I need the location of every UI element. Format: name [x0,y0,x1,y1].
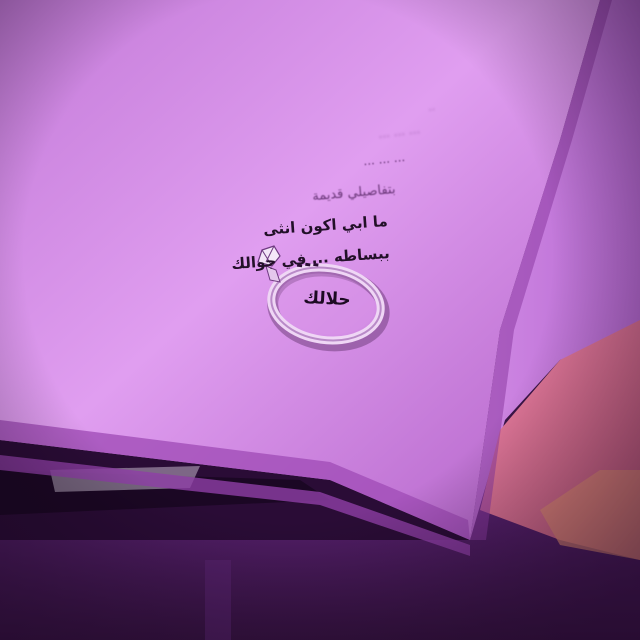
page-line: ما ابي اكون انثى [262,212,389,239]
page-line: .. [427,100,436,114]
page-line: ... ... ... [362,150,406,169]
ring-engraving: حلالك [302,287,352,311]
page-line: ... ... ... [377,122,421,142]
page-line: ببساطه ... في جوالك [231,244,391,274]
page-line: بتفاصيلي قديمة [311,182,396,205]
